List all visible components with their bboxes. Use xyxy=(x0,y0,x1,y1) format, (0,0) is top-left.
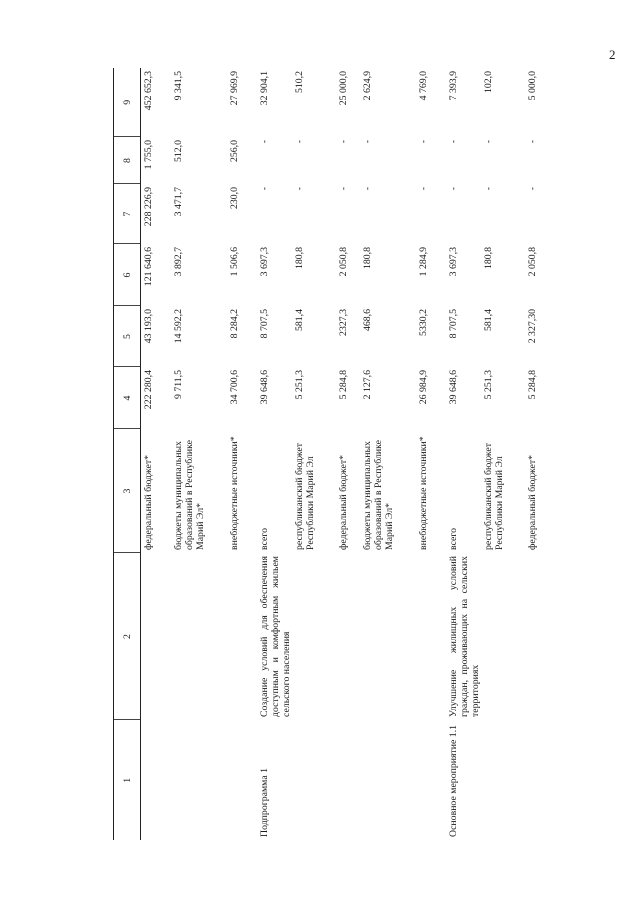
program-name xyxy=(336,720,360,840)
table-row xyxy=(525,68,553,840)
value-cell: 121 640,6 xyxy=(143,247,154,287)
column-header: 5 xyxy=(114,306,141,367)
value-cell: 230,0 xyxy=(228,187,240,210)
program-name xyxy=(171,720,227,840)
funding-source: республиканский бюджет Республики Марий Эл xyxy=(482,442,505,550)
value-cell: 581,4 xyxy=(482,309,494,332)
value-cell: 3 892,7 xyxy=(172,247,184,277)
value-cell: 2327,3 xyxy=(337,309,349,336)
column-header: 3 xyxy=(114,429,141,553)
header-row xyxy=(114,68,141,840)
program-name xyxy=(481,720,525,840)
column-header: 8 xyxy=(114,137,141,184)
program-description xyxy=(227,553,257,720)
value-cell: 26 984,9 xyxy=(417,370,429,405)
value-cell: - xyxy=(258,140,270,144)
table-row xyxy=(171,68,227,840)
value-cell: 2 624,9 xyxy=(361,71,373,101)
value-cell: 9 711,5 xyxy=(172,370,184,400)
value-cell: 32 904,1 xyxy=(258,71,270,106)
value-cell: - xyxy=(293,140,305,144)
value-cell: 1 284,9 xyxy=(417,247,429,277)
value-cell: 9 341,5 xyxy=(172,71,184,101)
funding-source: внебюджетные источники* xyxy=(228,436,240,550)
program-name xyxy=(416,720,446,840)
value-cell: 3 697,3 xyxy=(258,247,270,277)
funding-source: федеральный бюджет* xyxy=(337,454,349,550)
funding-source: республиканский бюджет Республики Марий Эл xyxy=(293,442,316,550)
value-cell: 5 251,3 xyxy=(293,370,305,400)
value-cell: 25 000,0 xyxy=(337,71,349,106)
value-cell: - xyxy=(447,187,459,191)
value-cell: - xyxy=(447,140,459,144)
program-name xyxy=(525,720,553,840)
value-cell: 468,6 xyxy=(361,309,373,332)
table-row xyxy=(336,68,360,840)
program-name xyxy=(292,720,336,840)
value-cell: 2 127,6 xyxy=(361,370,373,400)
value-cell: 5 251,3 xyxy=(482,370,494,400)
value-cell: 5 284,8 xyxy=(526,370,538,400)
value-cell: 5 000,0 xyxy=(526,71,538,101)
value-cell: 512,0 xyxy=(172,140,184,163)
program-name: Основное мероприятие 1.1 xyxy=(447,724,459,837)
value-cell: 8 707,5 xyxy=(447,309,459,339)
funding-source: всего xyxy=(447,527,459,550)
value-cell: - xyxy=(417,140,429,144)
value-cell: 180,8 xyxy=(482,247,494,270)
column-header: 1 xyxy=(114,720,141,840)
table-row xyxy=(416,68,446,840)
value-cell: 27 969,9 xyxy=(228,71,240,106)
column-header: 9 xyxy=(114,68,141,137)
funding-source: бюджеты муниципальных образований в Республике Марий Эл* xyxy=(172,440,206,550)
value-cell: 5 284,8 xyxy=(337,370,349,400)
program-description xyxy=(525,553,553,720)
value-cell: 228 226,9 xyxy=(143,187,154,227)
table-row xyxy=(227,68,257,840)
value-cell: 222 280,4 xyxy=(143,370,154,410)
program-description xyxy=(141,553,171,720)
table-row xyxy=(141,68,171,840)
value-cell: 2 050,8 xyxy=(526,247,538,277)
program-description xyxy=(360,553,416,720)
value-cell: - xyxy=(361,140,373,144)
value-cell: - xyxy=(482,187,494,191)
column-header: 6 xyxy=(114,244,141,306)
value-cell: 256,0 xyxy=(228,140,240,163)
program-name: Подпрограмма 1 xyxy=(258,767,270,837)
budget-table xyxy=(113,68,553,840)
column-header: 2 xyxy=(114,553,141,720)
value-cell: - xyxy=(258,187,270,191)
funding-source: бюджеты муниципальных образований в Республике Марий Эл* xyxy=(361,440,395,550)
value-cell: - xyxy=(417,187,429,191)
value-cell: 3 697,3 xyxy=(447,247,459,277)
program-description xyxy=(292,553,336,720)
value-cell: 1 755,0 xyxy=(143,140,154,170)
rotated-content xyxy=(113,68,565,840)
program-description xyxy=(481,553,525,720)
value-cell: - xyxy=(526,140,538,144)
value-cell: 5330,2 xyxy=(417,309,429,336)
value-cell: 39 648,6 xyxy=(258,370,270,405)
table-row xyxy=(481,68,525,840)
value-cell: - xyxy=(293,187,305,191)
value-cell: - xyxy=(361,187,373,191)
rotated-table-frame xyxy=(113,68,565,840)
funding-source: всего xyxy=(258,527,270,550)
table-row xyxy=(446,68,481,840)
program-description xyxy=(171,553,227,720)
program-description: Улучшение жилищных условий граждан, проживающих на сельских территориях xyxy=(447,556,481,717)
value-cell: 2 050,8 xyxy=(337,247,349,277)
value-cell: 452 652,3 xyxy=(143,71,154,111)
program-description: Создание условий для обеспечения доступным и комфортным жильем сельского населения xyxy=(258,556,292,717)
value-cell: 510,2 xyxy=(293,71,305,94)
value-cell: 8 284,2 xyxy=(228,309,240,339)
value-cell: 43 193,0 xyxy=(143,309,154,344)
table-row xyxy=(292,68,336,840)
value-cell: 14 592,2 xyxy=(172,309,184,344)
table-row xyxy=(360,68,416,840)
value-cell: 102,0 xyxy=(482,71,494,94)
value-cell: 2 327,30 xyxy=(526,309,538,344)
program-description xyxy=(336,553,360,720)
value-cell: 34 700,6 xyxy=(228,370,240,405)
value-cell: 180,8 xyxy=(293,247,305,270)
funding-source: внебюджетные источники* xyxy=(417,436,429,550)
value-cell: 39 648,6 xyxy=(447,370,459,405)
program-name xyxy=(141,720,171,840)
page-number: 2 xyxy=(609,47,616,62)
value-cell: 1 506,6 xyxy=(228,247,240,277)
value-cell: - xyxy=(337,140,349,144)
value-cell: - xyxy=(526,187,538,191)
program-description xyxy=(416,553,446,720)
value-cell: 3 471,7 xyxy=(172,187,184,217)
funding-source: федеральный бюджет* xyxy=(526,454,538,550)
column-header: 7 xyxy=(114,184,141,244)
value-cell: 8 707,5 xyxy=(258,309,270,339)
funding-source: федеральный бюджет* xyxy=(143,454,154,550)
value-cell: - xyxy=(337,187,349,191)
value-cell: 4 769,0 xyxy=(417,71,429,101)
program-name xyxy=(227,720,257,840)
value-cell: - xyxy=(482,140,494,144)
program-name xyxy=(360,720,416,840)
table-row xyxy=(257,68,292,840)
value-cell: 180,8 xyxy=(361,247,373,270)
value-cell: 581,4 xyxy=(293,309,305,332)
value-cell: 7 393,9 xyxy=(447,71,459,101)
column-header: 4 xyxy=(114,367,141,429)
